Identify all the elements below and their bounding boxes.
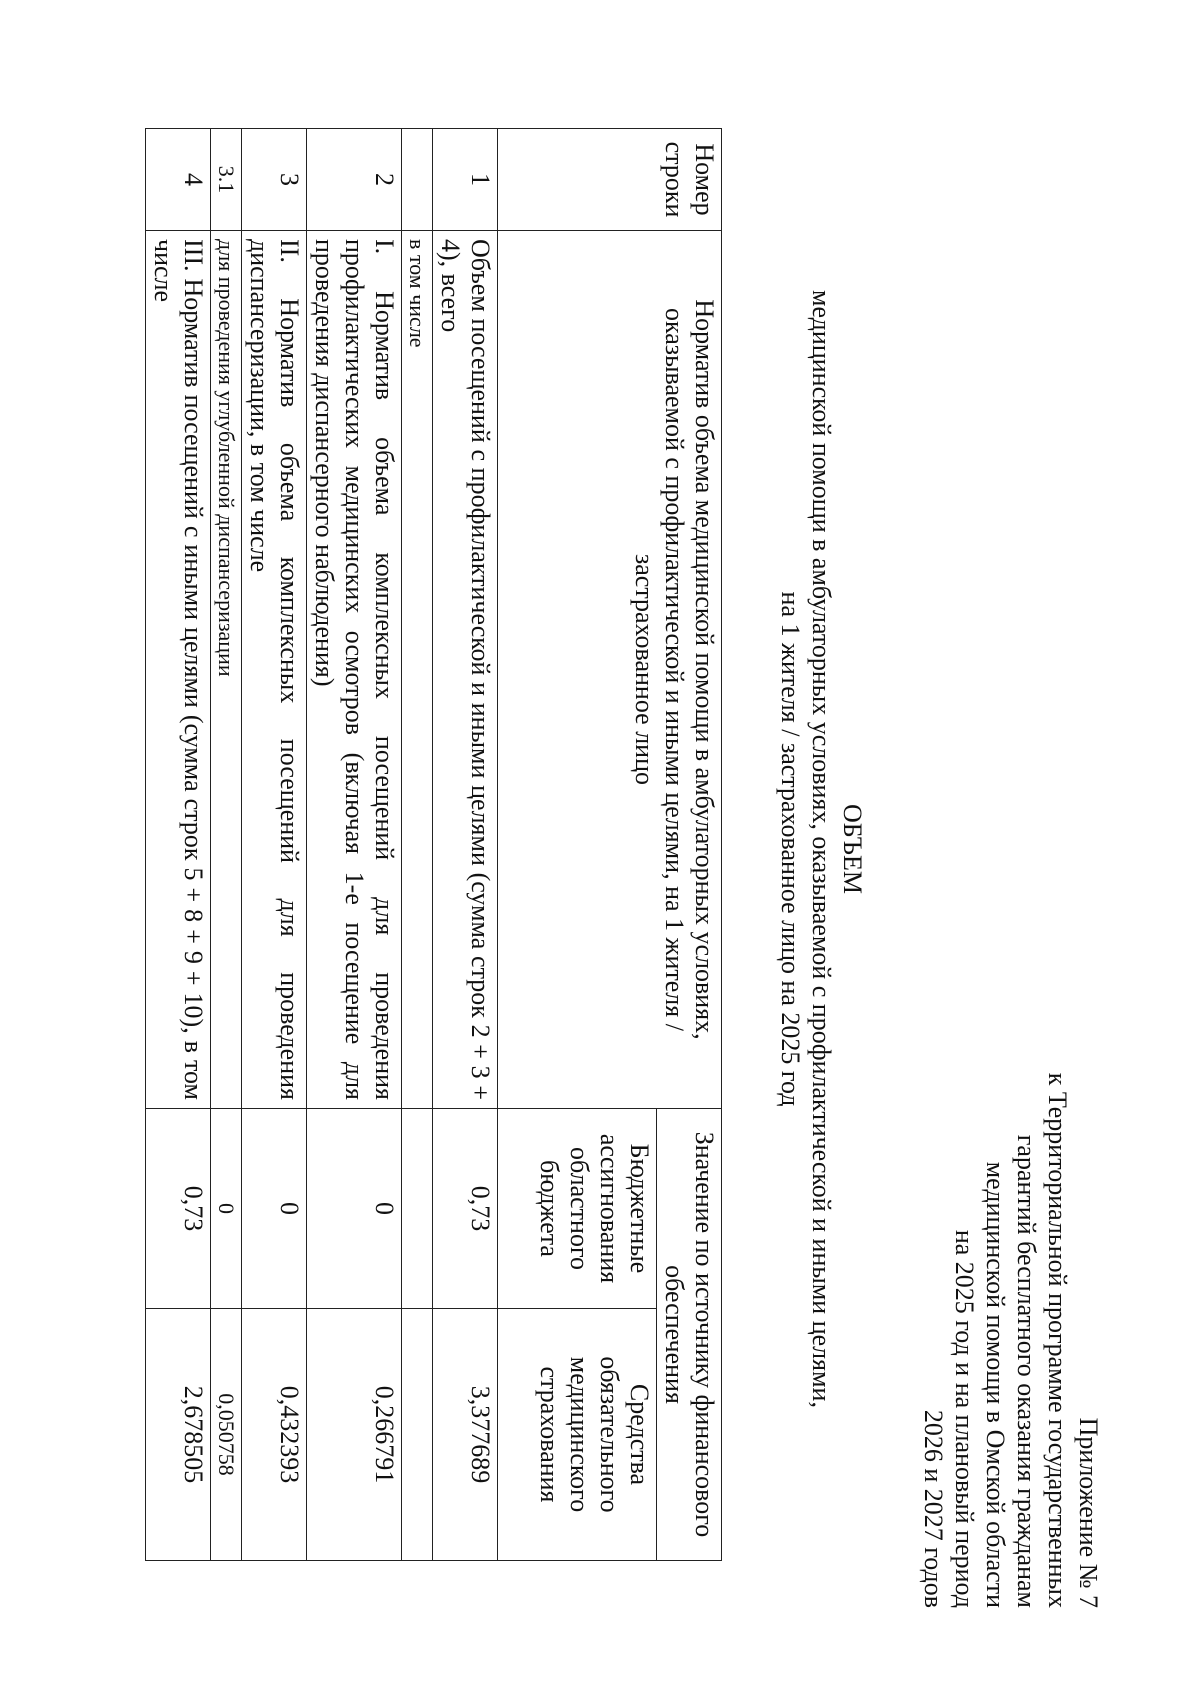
document-subtitle-line: на 1 жителя / застрахованное лицо на 2025 год <box>776 591 805 1107</box>
appendix-line: к Территориальной программе государственных <box>1043 1072 1072 1608</box>
table-row <box>146 129 211 1561</box>
appendix-line: 2026 и 2027 годов <box>919 1409 948 1608</box>
table-row <box>211 129 242 1561</box>
row-number: 4 <box>146 129 211 231</box>
row-label: для проведения углубленной диспансеризации <box>211 231 242 1109</box>
document-subtitle-line: медицинской помощи в амбулаторных условиях, оказываемой с профилактической и иными целями, <box>807 290 836 1408</box>
row-oms-value: 0,050758 <box>211 1309 242 1561</box>
header-value-group: Значение по источнику финансового обеспечения <box>657 1109 722 1561</box>
row-budget-value <box>402 1109 433 1309</box>
row-label: II. Норматив объема комплексных посещений для проведения диспансеризации, в том числе <box>242 231 307 1109</box>
row-number <box>402 129 433 231</box>
row-label: в том числе <box>402 231 433 1109</box>
header-oms: Средства обязательного медицинского страхования <box>498 1309 657 1561</box>
volume-table <box>145 128 722 1561</box>
row-budget-value: 0 <box>307 1109 402 1309</box>
table-header-row <box>657 129 722 1561</box>
appendix-line: на 2025 год и на плановый период <box>950 1229 979 1608</box>
row-label: Объем посещений с профилактической и иными целями (сумма строк 2 + 3 + 4), всего <box>433 231 498 1109</box>
row-number: 3 <box>242 129 307 231</box>
row-oms-value: 0,266791 <box>307 1309 402 1561</box>
table-row <box>433 129 498 1561</box>
row-budget-value: 0 <box>242 1109 307 1309</box>
header-row-number: Номер строки <box>498 129 722 231</box>
table-row <box>402 129 433 1561</box>
row-oms-value: 3,377689 <box>433 1309 498 1561</box>
table-row <box>307 129 402 1561</box>
row-oms-value <box>402 1309 433 1561</box>
appendix-line: гарантий бесплатного оказания гражданам <box>1012 1134 1041 1608</box>
row-budget-value: 0,73 <box>146 1109 211 1309</box>
row-budget-value: 0,73 <box>433 1109 498 1309</box>
appendix-note <box>918 1073 1104 1608</box>
appendix-line: медицинской помощи в Омской области <box>981 1161 1010 1608</box>
row-number: 3.1 <box>211 129 242 231</box>
document-heading <box>775 0 868 1698</box>
row-label: I. Норматив объема комплексных посещений для проведения профилактических медицинских осмотров (включая 1-е посещение для проведения диспансерного наблюдения) <box>307 231 402 1109</box>
table-row <box>242 129 307 1561</box>
document-title: ОБЪЕМ <box>838 803 867 895</box>
appendix-line: Приложение № 7 <box>1074 1417 1103 1608</box>
row-oms-value: 0,432393 <box>242 1309 307 1561</box>
header-normative: Норматив объема медицинской помощи в амбулаторных условиях, оказываемой с профилактической и иными целями, на 1 жителя / застрахованное лицо <box>498 231 722 1109</box>
row-oms-value: 2,678505 <box>146 1309 211 1561</box>
row-budget-value: 0 <box>211 1109 242 1309</box>
header-budget: Бюджетные ассигнования областного бюджета <box>498 1109 657 1309</box>
row-number: 2 <box>307 129 402 231</box>
row-number: 1 <box>433 129 498 231</box>
row-label: III. Норматив посещений с иными целями (сумма строк 5 + 8 + 9 + 10), в том числе <box>146 231 211 1109</box>
